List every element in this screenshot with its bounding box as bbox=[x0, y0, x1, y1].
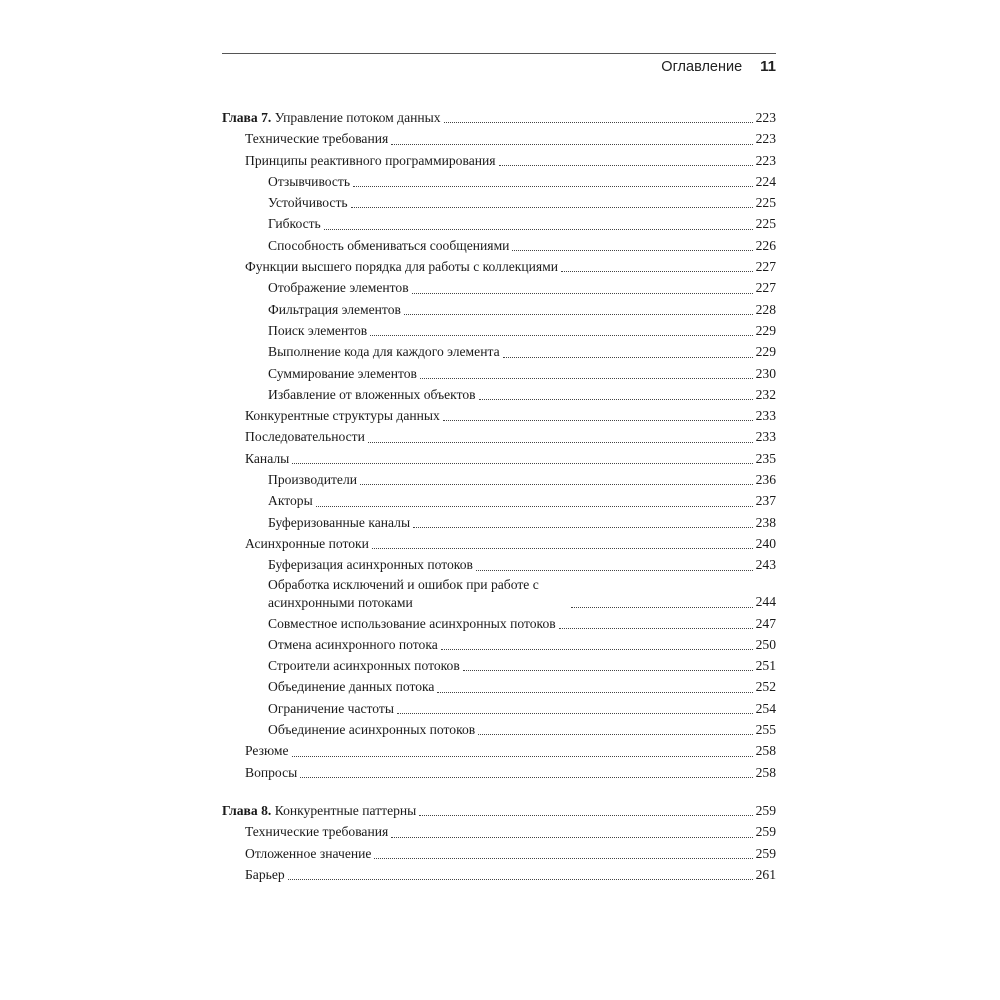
toc-entry-page-number: 223 bbox=[755, 131, 776, 147]
dot-leader bbox=[419, 815, 752, 816]
toc-entry-title: Технические требования bbox=[245, 131, 389, 147]
toc-entry[interactable] bbox=[222, 405, 776, 426]
dot-leader bbox=[374, 858, 752, 859]
toc-entry-page-number: 250 bbox=[755, 636, 776, 652]
toc-entry-title: Отзывчивость bbox=[268, 173, 351, 189]
chapter-name: Конкурентные паттерны bbox=[274, 802, 417, 818]
dot-leader bbox=[420, 378, 753, 379]
toc-entry-title: Вопросы bbox=[245, 764, 298, 780]
toc-entry-title: Технические требования bbox=[245, 824, 389, 840]
dot-leader bbox=[300, 777, 752, 778]
toc-entry-page-number: 258 bbox=[755, 764, 776, 780]
dot-leader bbox=[292, 756, 753, 757]
toc-entry-page-number: 225 bbox=[755, 195, 776, 211]
dot-leader bbox=[324, 229, 753, 230]
toc-entry-page-number: 238 bbox=[755, 514, 776, 530]
toc-entry-page-number: 227 bbox=[755, 280, 776, 296]
toc-entry-page-number: 243 bbox=[755, 557, 776, 573]
chapter-label: Глава 8. bbox=[222, 802, 272, 818]
toc-entry[interactable] bbox=[222, 448, 776, 469]
page-number: 11 bbox=[760, 58, 776, 75]
toc-entry-title: Отображение элементов bbox=[268, 280, 409, 296]
toc-entry-title: Фильтрация элементов bbox=[268, 301, 401, 317]
toc-entry-page-number: 259 bbox=[755, 845, 776, 861]
toc-entry-title: Строители асинхронных потоков bbox=[268, 658, 460, 674]
toc-entry-title: Совместное использование асинхронных потоков bbox=[268, 615, 556, 631]
dot-leader bbox=[441, 649, 753, 650]
toc-entry[interactable] bbox=[222, 256, 776, 277]
toc-entry-title: Резюме bbox=[245, 743, 289, 759]
dot-leader bbox=[292, 463, 752, 464]
toc-entry[interactable] bbox=[222, 490, 776, 511]
toc-entry-page-number: 236 bbox=[755, 472, 776, 488]
toc-entry-page-number: 230 bbox=[755, 365, 776, 381]
toc-entry[interactable] bbox=[222, 698, 776, 719]
toc-entry-title: Отложенное значение bbox=[245, 845, 372, 861]
chapter-label: Глава 7. bbox=[222, 110, 272, 125]
toc-entry-page-number: 254 bbox=[755, 700, 776, 716]
dot-leader bbox=[353, 186, 753, 187]
toc-entry[interactable] bbox=[222, 533, 776, 554]
toc-entry-title: Суммирование элементов bbox=[268, 365, 417, 381]
toc-entry-page-number: 235 bbox=[755, 450, 776, 466]
table-of-contents bbox=[222, 107, 776, 885]
toc-entry-title: Объединение данных потока bbox=[268, 679, 435, 695]
chapter-title bbox=[222, 107, 441, 128]
toc-entry-page-number: 223 bbox=[755, 152, 776, 168]
toc-entry-page-number: 255 bbox=[755, 722, 776, 738]
toc-entry[interactable] bbox=[222, 192, 776, 213]
toc-entry-title: Поиск элементов bbox=[268, 322, 368, 338]
chapter-entry[interactable] bbox=[222, 107, 776, 128]
toc-entry[interactable] bbox=[222, 299, 776, 320]
toc-entry-page-number: 233 bbox=[755, 429, 776, 445]
toc-entry-page-number: 237 bbox=[755, 493, 776, 509]
toc-entry-page-number: 240 bbox=[755, 535, 776, 551]
toc-entry[interactable] bbox=[222, 277, 776, 298]
toc-entry[interactable] bbox=[222, 676, 776, 697]
toc-entry[interactable] bbox=[222, 740, 776, 761]
toc-entry-title: Выполнение кода для каждого элемента bbox=[268, 344, 500, 360]
toc-entry-page-number: 252 bbox=[755, 679, 776, 695]
chapter-block bbox=[222, 800, 776, 885]
toc-entry-title: Обработка исключений и ошибок при работе с асинхронными потоками bbox=[268, 576, 539, 610]
dot-leader bbox=[316, 506, 753, 507]
dot-leader bbox=[476, 570, 753, 571]
toc-entry-page-number: 225 bbox=[755, 216, 776, 232]
toc-entry-page-number: 261 bbox=[755, 866, 776, 882]
toc-entry[interactable] bbox=[222, 655, 776, 676]
toc-entry[interactable] bbox=[222, 128, 776, 149]
chapter-entry[interactable] bbox=[222, 800, 776, 821]
toc-entry-page-number: 229 bbox=[755, 344, 776, 360]
chapter-page-number: 259 bbox=[755, 802, 776, 818]
toc-entry[interactable] bbox=[222, 213, 776, 234]
toc-entry-title: Объединение асинхронных потоков bbox=[268, 722, 476, 738]
toc-entry-page-number: 224 bbox=[755, 173, 776, 189]
dot-leader bbox=[370, 335, 752, 336]
toc-entry[interactable] bbox=[222, 235, 776, 256]
toc-entry-page-number: 258 bbox=[755, 743, 776, 759]
toc-entry-page-number: 232 bbox=[755, 386, 776, 402]
toc-entry[interactable] bbox=[222, 384, 776, 405]
dot-leader bbox=[368, 442, 753, 443]
toc-entry-title: Асинхронные потоки bbox=[245, 535, 369, 551]
chapter-title bbox=[222, 800, 416, 821]
toc-entry-title: Производители bbox=[268, 472, 358, 488]
dot-leader bbox=[512, 250, 752, 251]
dot-leader bbox=[404, 314, 753, 315]
dot-leader bbox=[391, 837, 752, 838]
dot-leader bbox=[413, 527, 753, 528]
toc-entry-title: Функции высшего порядка для работы с коллекциями bbox=[245, 259, 559, 275]
dot-leader bbox=[397, 713, 753, 714]
dot-leader bbox=[561, 271, 753, 272]
toc-entry-title: Акторы bbox=[268, 493, 313, 509]
dot-leader bbox=[372, 548, 753, 549]
toc-entry-title: Отмена асинхронного потока bbox=[268, 636, 438, 652]
toc-entry-title: Последовательности bbox=[245, 429, 365, 445]
toc-entry-title: Каналы bbox=[245, 450, 290, 466]
toc-entry-page-number: 229 bbox=[755, 322, 776, 338]
dot-leader bbox=[412, 293, 753, 294]
toc-entry-page-number: 233 bbox=[755, 408, 776, 424]
toc-entry[interactable] bbox=[222, 576, 776, 613]
dot-leader bbox=[478, 734, 752, 735]
toc-entry-page-number: 228 bbox=[755, 301, 776, 317]
toc-entry[interactable] bbox=[222, 821, 776, 842]
toc-entry-title: Конкурентные структуры данных bbox=[245, 408, 440, 424]
toc-entry-title: Буферизованные каналы bbox=[268, 514, 411, 530]
dot-leader bbox=[288, 879, 753, 880]
toc-entry[interactable] bbox=[222, 613, 776, 634]
toc-entry[interactable] bbox=[222, 320, 776, 341]
toc-entry[interactable] bbox=[222, 843, 776, 864]
toc-entry[interactable] bbox=[222, 469, 776, 490]
chapter-page-number: 223 bbox=[755, 110, 776, 125]
toc-entry[interactable] bbox=[222, 363, 776, 384]
toc-entry-page-number: 227 bbox=[755, 259, 776, 275]
dot-leader bbox=[444, 122, 753, 123]
toc-entry[interactable] bbox=[222, 512, 776, 533]
toc-entry-page-number: 226 bbox=[755, 237, 776, 253]
toc-entry[interactable] bbox=[222, 341, 776, 362]
dot-leader bbox=[360, 484, 753, 485]
chapter-name: Управление потоком данных bbox=[274, 110, 441, 125]
toc-entry[interactable] bbox=[222, 171, 776, 192]
dot-leader bbox=[499, 165, 753, 166]
dot-leader bbox=[503, 357, 753, 358]
toc-entry[interactable] bbox=[222, 426, 776, 447]
dot-leader bbox=[479, 399, 753, 400]
toc-entry-title: Ограничение частоты bbox=[268, 700, 394, 716]
toc-entry-title: Избавление от вложенных объектов bbox=[268, 386, 476, 402]
toc-entry-title: Гибкость bbox=[268, 216, 321, 232]
toc-entry[interactable] bbox=[222, 762, 776, 783]
toc-entry[interactable] bbox=[222, 719, 776, 740]
header-rule bbox=[222, 53, 776, 54]
toc-entry-page-number: 247 bbox=[755, 615, 776, 631]
toc-entry-page-number: 244 bbox=[755, 594, 776, 610]
toc-entry-title: Принципы реактивного программирования bbox=[245, 152, 496, 168]
dot-leader bbox=[437, 692, 752, 693]
toc-entry-title: Барьер bbox=[245, 866, 285, 882]
dot-leader bbox=[571, 607, 753, 608]
toc-entry[interactable] bbox=[222, 554, 776, 575]
toc-entry[interactable] bbox=[222, 864, 776, 885]
dot-leader bbox=[559, 628, 753, 629]
toc-entry-page-number: 259 bbox=[755, 824, 776, 840]
toc-entry[interactable] bbox=[222, 634, 776, 655]
dot-leader bbox=[351, 207, 753, 208]
toc-entry-title: Буферизация асинхронных потоков bbox=[268, 557, 473, 573]
chapter-block bbox=[222, 107, 776, 783]
toc-entry-title: Способность обмениваться сообщениями bbox=[268, 237, 510, 253]
dot-leader bbox=[463, 670, 753, 671]
dot-leader bbox=[391, 144, 752, 145]
running-head-title: Оглавление bbox=[661, 59, 743, 75]
running-head bbox=[661, 58, 776, 75]
toc-entry-title: Устойчивость bbox=[268, 195, 348, 211]
toc-entry[interactable] bbox=[222, 150, 776, 171]
dot-leader bbox=[443, 420, 753, 421]
toc-entry-page-number: 251 bbox=[755, 658, 776, 674]
